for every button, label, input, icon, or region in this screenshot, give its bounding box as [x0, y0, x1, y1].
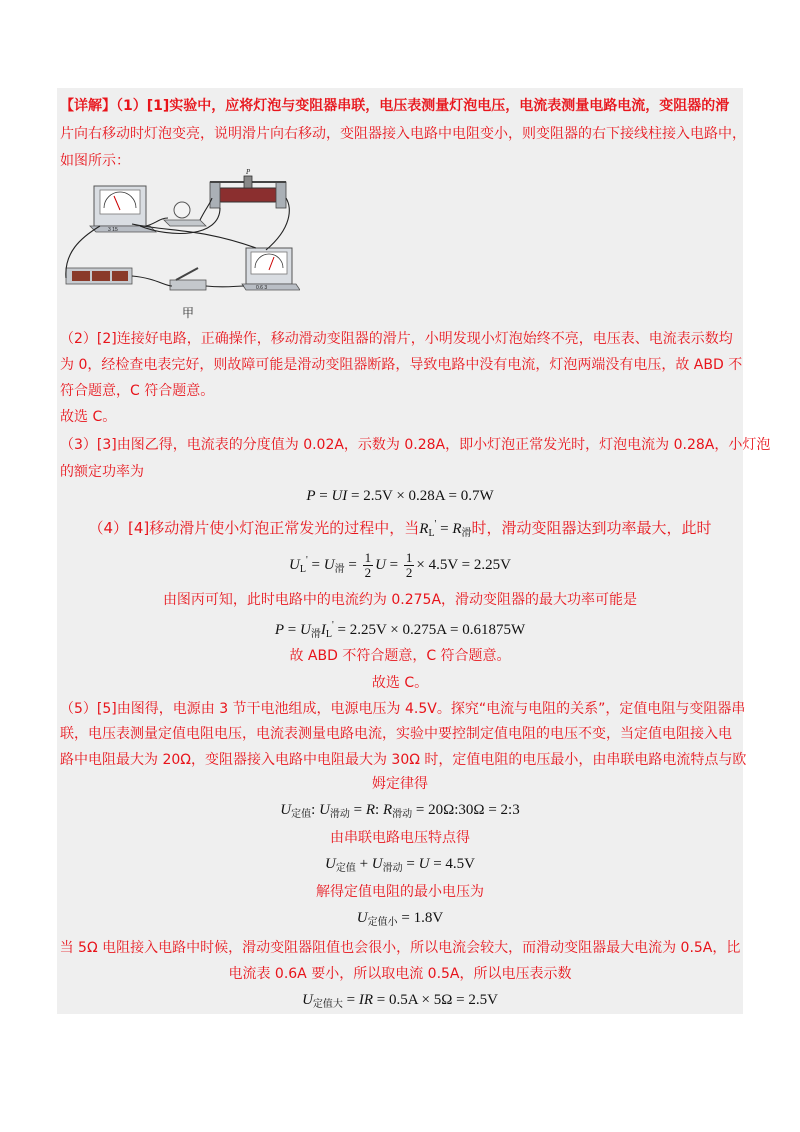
text-line: 故选 C。 [371, 675, 429, 691]
text-line: 符合题意，C 符合题意。 [60, 383, 215, 399]
text-line: 电流表 0.6A 要小，所以取电流 0.5A，所以电压表示数 [228, 966, 572, 982]
text-line: 为 0，经检查电表完好，则故障可能是滑动变阻器断路，导致电路中没有电流，灯泡两端没有电压，故 ABD 不 [60, 357, 743, 373]
text-line: 当 5Ω 电阻接入电路中时候，滑动变阻器阻值也会很小，所以电流会较大，而滑动变阻器最大电流为 0.5A，比 [59, 940, 741, 956]
text-line: 片向右移动时灯泡变亮，说明滑片向右移动，变阻器接入电路中电阻变小，则变阻器的右下接线柱接入电路中， [60, 126, 746, 142]
equation-max-power: $P = U_滑I_L' = 2.25V \times 0.275A = 0.61875W$ [274, 620, 526, 640]
text-line: 如图所示： [60, 153, 130, 169]
text-line: （3）[3]由图乙得，电流表的分度值为 0.02A，示数为 0.28A，即小灯泡正常发光时，灯泡电流为 0.28A，小灯泡 [60, 437, 771, 453]
text-line: 由图丙可知，此时电路中的电流约为 0.275A，滑动变阻器的最大功率可能是 [162, 592, 638, 608]
text-line: （2）[2]连接好电路，正确操作，移动滑动变阻器的滑片，小明发现小灯泡始终不亮，电压表、电流表示数均 [60, 331, 733, 347]
svg-text:3 15: 3 15 [108, 227, 118, 233]
text-line: 解得定值电阻的最小电压为 [316, 884, 484, 900]
text-line: （5）[5]由图得，电源由 3 节干电池组成，电源电压为 4.5V。探究“电流与电阻的关系”，定值电阻与变阻器串 [60, 701, 746, 717]
light-bulb-icon [164, 202, 206, 226]
figure-label: 甲 [182, 306, 195, 320]
text-line: 故选 C。 [60, 409, 117, 425]
text-line: 姆定律得 [372, 776, 428, 792]
equation-half-voltage: $U_L' = U_滑$ = $\frac{1}{2}$ U = $\frac{1}{2}$ × 4.5V = 2.25V [289, 550, 511, 581]
equation-sum: $U_{定值} + U_{滑动} = U = 4.5V$ [324, 856, 475, 874]
text-line: 故 ABD 不符合题意，C 符合题意。 [289, 648, 511, 664]
switch-icon [170, 268, 206, 290]
svg-text:0.6 3: 0.6 3 [256, 285, 268, 291]
text-line: 的额定功率为 [60, 464, 144, 480]
text-line: 路中电阻最大为 20Ω，变阻器接入电路中电阻最大为 30Ω 时，定值电阻的电压最小，由串联电路电流特点与欧 [60, 752, 747, 768]
text-line: 联，电压表测量定值电阻电压，电流表测量电路电流，实验中要控制定值电阻的电压不变，当定值电阻接入电 [60, 726, 732, 742]
equation-power: P = UI = 2.5V × 0.28A = 0.7W [306, 488, 494, 504]
ammeter-icon [242, 248, 300, 291]
equation-ratio: $U_{定值}$: $U_{滑动} = R$: $R_{滑动}$ = 20Ω:30Ω = 2:3 [280, 802, 520, 820]
svg-text:P: P [246, 168, 251, 176]
battery-icon [66, 268, 132, 284]
text-line: 由串联电路电压特点得 [330, 830, 470, 846]
rheostat-icon [210, 168, 286, 208]
equation-max-voltage: $U_{定值大}$ = IR = 0.5A × 5Ω = 2.5V [302, 992, 498, 1010]
equation-condition-line: （4）[4]移动滑片使小灯泡正常发光的过程中，当$R_L' = R_滑$时，滑动变阻器达到功率最大，此时 [88, 519, 712, 539]
circuit-diagram [60, 168, 300, 308]
text-line: 【详解】（1）[1]实验中，应将灯泡与变阻器串联，电压表测量灯泡电压，电流表测量电路电流，变阻器的滑 [60, 98, 730, 114]
equation-min-voltage: $U_{定值小} = 1.8V$ [356, 910, 444, 928]
